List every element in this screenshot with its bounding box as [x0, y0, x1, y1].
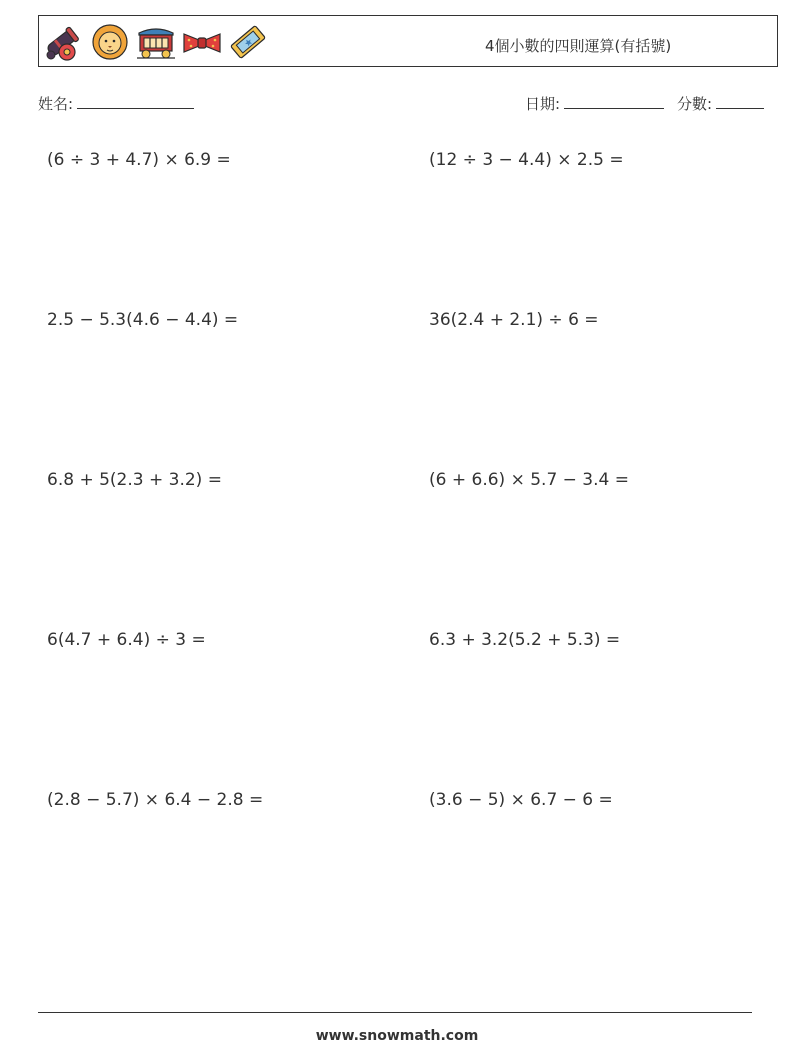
header-icons — [43, 20, 269, 64]
problem-8: 6.3 + 3.2(5.2 + 5.3) = — [429, 630, 621, 650]
date-blank[interactable] — [564, 94, 664, 109]
date-field — [525, 93, 664, 114]
ticket-icon — [227, 21, 269, 63]
cannon-icon — [43, 21, 85, 63]
problem-10: (3.6 − 5) × 6.7 − 6 = — [429, 790, 613, 810]
footer-url[interactable]: www.snowmath.com — [315, 1028, 479, 1044]
score-field — [677, 93, 764, 114]
problem-4: 36(2.4 + 2.1) ÷ 6 = — [429, 310, 599, 330]
circus-wagon-icon — [135, 21, 177, 63]
problem-6: (6 + 6.6) × 5.7 − 3.4 = — [429, 470, 629, 490]
problem-9: (2.8 − 5.7) × 6.4 − 2.8 = — [47, 790, 264, 810]
problem-2: (12 ÷ 3 − 4.4) × 2.5 = — [429, 150, 624, 170]
problem-1: (6 ÷ 3 + 4.7) × 6.9 = — [47, 150, 231, 170]
problem-3: 2.5 − 5.3(4.6 − 4.4) = — [47, 310, 239, 330]
name-blank[interactable] — [77, 94, 194, 109]
name-field — [38, 93, 194, 114]
problem-7: 6(4.7 + 6.4) ÷ 3 = — [47, 630, 206, 650]
date-label: 日期: — [525, 95, 561, 113]
worksheet-title: 4個小數的四則運算(有括號) — [485, 37, 672, 55]
bow-tie-icon — [181, 21, 223, 63]
problem-5: 6.8 + 5(2.3 + 3.2) = — [47, 470, 222, 490]
name-label: 姓名: — [38, 95, 74, 113]
worksheet-header — [38, 15, 778, 67]
score-blank[interactable] — [716, 94, 764, 109]
lion-icon — [89, 21, 131, 63]
score-label: 分數: — [677, 95, 713, 113]
footer-divider — [38, 1012, 752, 1013]
